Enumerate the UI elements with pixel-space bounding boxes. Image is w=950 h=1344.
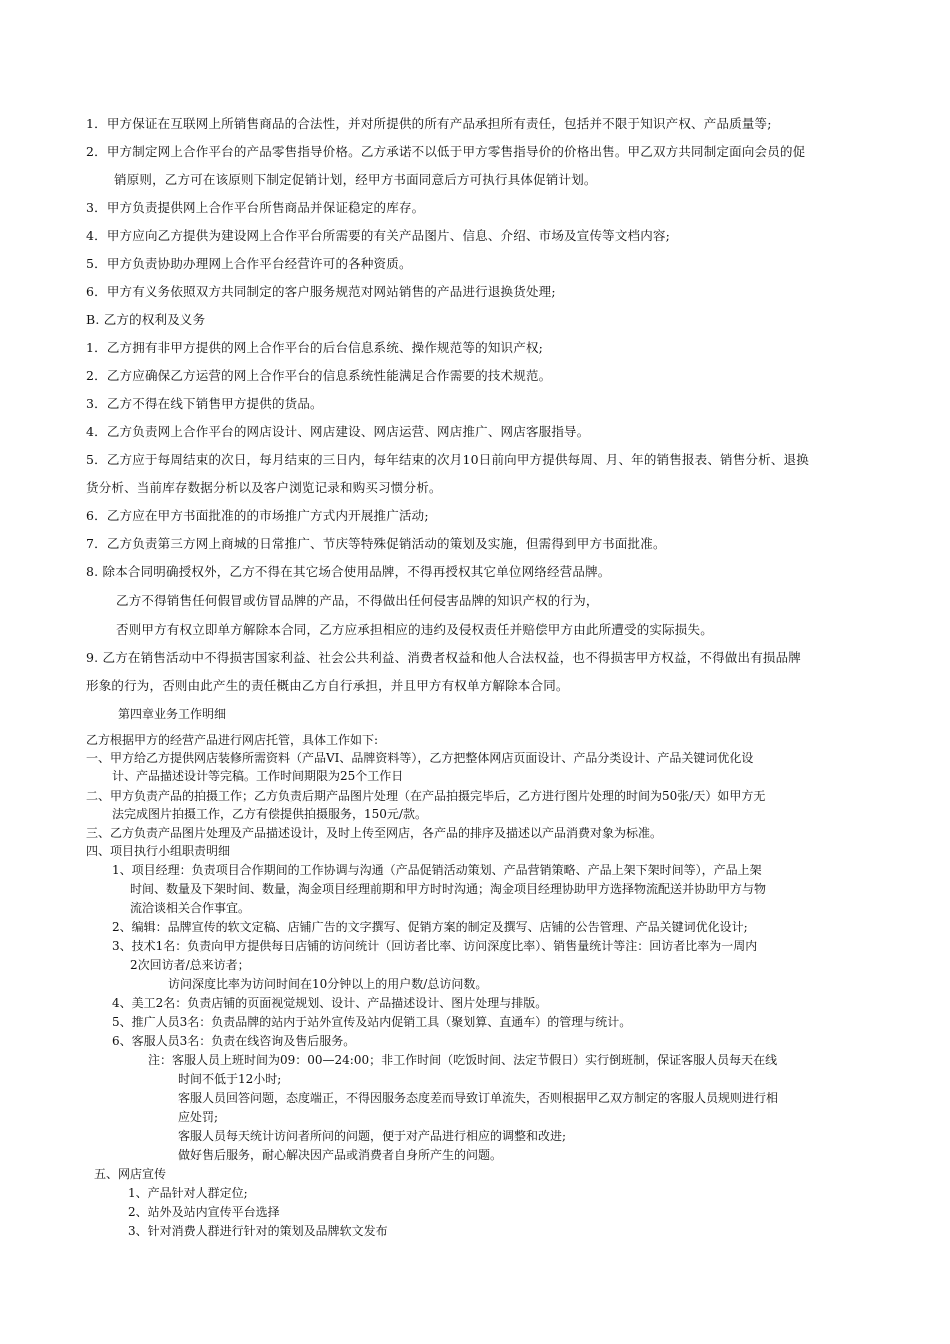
chapter-intro: 乙方根据甲方的经营产品进行网店托管，具体工作如下:: [86, 733, 379, 747]
chapter-title: 第四章业务工作明细: [118, 707, 227, 721]
note-3: 客服人员每天统计访问者所问的问题，便于对产品进行相应的调整和改进;: [178, 1129, 567, 1143]
note-1-cont: 时间不低于12小时;: [178, 1072, 282, 1086]
section-b-item-9: 9. 乙方在销售活动中不得损害国家利益、社会公共利益、消费者权益和他人合法权益，也不得损害甲方权益，不得做出有损品牌: [86, 650, 802, 665]
section-a-item-6: 6．甲方有义务依照双方共同制定的客户服务规范对网站销售的产品进行退换货处理;: [86, 284, 556, 299]
section-b-item-5-cont: 货分析、当前库存数据分析以及客户浏览记录和购买习惯分析。: [86, 480, 442, 495]
role-designer: 4、美工2名：负责店铺的页面视觉规划、设计、产品描述设计、图片处理与排版。: [112, 996, 548, 1010]
note-1: 注：客服人员上班时间为09：00—24:00；非工作时间（吃饭时间、法定节假日）实行倒班制，保证客服人员每天在线: [148, 1053, 778, 1067]
section-b-item-8: 8. 除本合同明确授权外，乙方不得在其它场合使用品牌，不得再授权其它单位网络经营品牌。: [86, 564, 611, 579]
section-b-item-4: 4．乙方负责网上合作平台的网店设计、网店建设、网店运营、网店推广、网店客服指导。: [86, 424, 590, 439]
section-b-item-6: 6．乙方应在甲方书面批准的的市场推广方式内开展推广活动;: [86, 508, 429, 523]
work-item-2: 二、甲方负责产品的拍摄工作；乙方负责后期产品图片处理（在产品拍摄完毕后，乙方进行图片处理的时间为50张/天）如甲方无: [86, 789, 766, 803]
section-b-item-9-cont: 形象的行为，否则由此产生的责任概由乙方自行承担，并且甲方有权单方解除本合同。: [86, 678, 569, 693]
section-a-item-2-cont: 销原则，乙方可在该原则下制定促销计划，经甲方书面同意后方可执行具体促销计划。: [114, 172, 597, 187]
work-item-3: 三、乙方负责产品图片处理及产品描述设计，及时上传至网店，各产品的排序及描述以产品消费对象为标准。: [86, 826, 663, 840]
role-tech: 3、技术1名：负责向甲方提供每日店铺的访问统计（回访者比率、访问深度比率）、销售量统计等注：回访者比率为一周内: [112, 939, 758, 953]
role-tech-cont-1: 2次回访者/总来访者；: [130, 958, 250, 972]
role-customer-service: 6、客服人员3名：负责在线咨询及售后服务。: [112, 1034, 356, 1048]
work-item-2-cont: 法完成图片拍摄工作，乙方有偿提供拍摄服务，150元/款。: [112, 807, 427, 821]
section-b-item-3: 3．乙方不得在线下销售甲方提供的货品。: [86, 396, 323, 411]
note-4: 做好售后服务，耐心解决因产品或消费者自身所产生的问题。: [178, 1148, 503, 1162]
role-tech-cont-2: 访问深度比率为访问时间在10分钟以上的用户数/总访问数。: [168, 977, 488, 991]
section-b-item-8-cont-1: 乙方不得销售任何假冒或仿冒品牌的产品，不得做出任何侵害品牌的知识产权的行为，: [116, 593, 599, 608]
section-b-heading: B. 乙方的权利及义务: [86, 312, 206, 327]
role-project-manager-cont-2: 流洽谈相关合作事宜。: [130, 901, 251, 915]
role-project-manager-cont-1: 时间、数量及下架时间、数量，淘金项目经理前期和甲方时时沟通；淘金项目经理协助甲方选择物流配送并协助甲方与物: [130, 882, 767, 896]
section-a-item-4: 4．甲方应向乙方提供为建设网上合作平台所需要的有关产品图片、信息、介绍、市场及宣传等文档内容;: [86, 228, 671, 243]
section-b-item-5: 5．乙方应于每周结束的次日，每月结束的三日内，每年结束的次月10日前向甲方提供每周、月、年的销售报表、销售分析、退换: [86, 452, 809, 467]
section-a-item-5: 5．甲方负责协助办理网上合作平台经营许可的各种资质。: [86, 256, 412, 271]
promotion-item-2: 2、站外及站内宣传平台选择: [128, 1205, 280, 1219]
section-a-item-3: 3．甲方负责提供网上合作平台所售商品并保证稳定的库存。: [86, 200, 425, 215]
role-editor: 2、编辑：品牌宣传的软文定稿、店铺广告的文字撰写、促销方案的制定及撰写、店铺的公告管理、产品关键词优化设计;: [112, 920, 748, 934]
work-item-1: 一、甲方给乙方提供网店装修所需资料（产品VI、品牌资料等），乙方把整体网店页面设计、产品分类设计、产品关键词优化设: [86, 751, 754, 765]
role-project-manager: 1、项目经理：负责项目合作期间的工作协调与沟通（产品促销活动策划、产品营销策略、产品上架下架时间等），产品上架: [112, 863, 762, 877]
note-2-cont: 应处罚;: [178, 1110, 219, 1124]
promotion-heading: 五、网店宣传: [94, 1167, 167, 1181]
section-b-item-1: 1．乙方拥有非甲方提供的网上合作平台的后台信息系统、操作规范等的知识产权;: [86, 340, 544, 355]
section-b-item-8-cont-2: 否则甲方有权立即单方解除本合同，乙方应承担相应的违约及侵权责任并赔偿甲方由此所遭受的实际损失。: [116, 622, 713, 637]
role-promotion: 5、推广人员3名：负责品牌的站内于站外宣传及站内促销工具（聚划算、直通车）的管理与统计。: [112, 1015, 632, 1029]
work-item-4: 四、项目执行小组职责明细: [86, 844, 231, 858]
section-b-item-7: 7．乙方负责第三方网上商城的日常推广、节庆等特殊促销活动的策划及实施，但需得到甲方书面批准。: [86, 536, 666, 551]
section-a-item-2: 2．甲方制定网上合作平台的产品零售指导价格。乙方承诺不以低于甲方零售指导价的价格出售。甲乙双方共同制定面向会员的促: [86, 144, 806, 159]
work-item-1-cont: 计、产品描述设计等完稿。工作时间期限为25个工作日: [112, 769, 404, 783]
note-2: 客服人员回答问题，态度端正，不得因服务态度差而导致订单流失，否则根据甲乙双方制定的客服人员规则进行相: [178, 1091, 779, 1105]
promotion-item-3: 3、针对消费人群进行针对的策划及品牌软文发布: [128, 1224, 388, 1238]
section-b-item-2: 2．乙方应确保乙方运营的网上合作平台的信息系统性能满足合作需要的技术规范。: [86, 368, 552, 383]
promotion-item-1: 1、产品针对人群定位;: [128, 1186, 248, 1200]
section-a-item-1: 1．甲方保证在互联网上所销售商品的合法性，并对所提供的所有产品承担所有责任，包括并不限于知识产权、产品质量等;: [86, 116, 772, 131]
